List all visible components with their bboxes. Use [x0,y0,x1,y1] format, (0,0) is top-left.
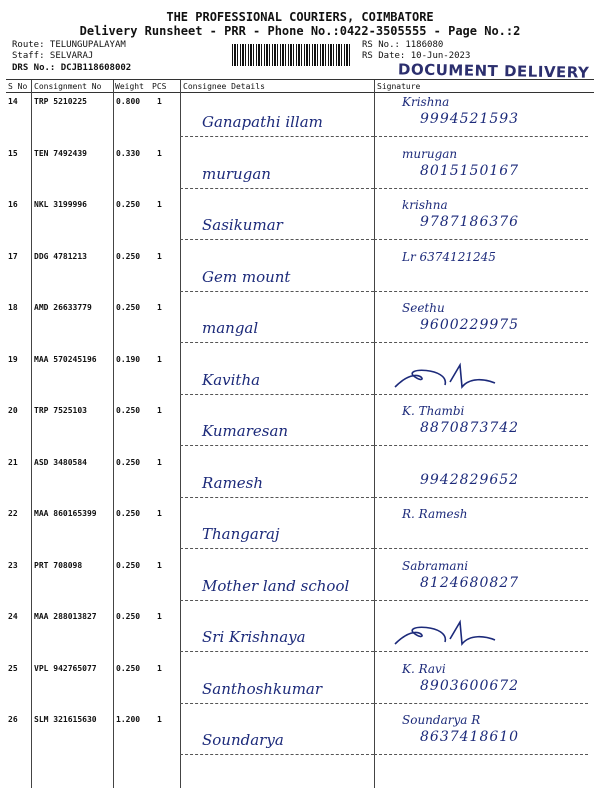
row-pcs: 1 [157,303,162,312]
row-sno: 18 [8,303,18,312]
row-consignment-no: MAA 570245196 [34,354,97,364]
row-sno: 15 [8,148,18,158]
table-row [0,454,600,504]
barcode-image [232,44,350,66]
row-consignment-no: TRP 5210225 [34,97,87,106]
signature-phone: 8870873742 [420,420,520,436]
row-sno: 14 [8,97,18,106]
row-consignment-no: ASD 3480584 [34,457,87,467]
row-weight: 0.250 [116,303,141,312]
consignee-handwritten: Sasikumar [202,216,283,234]
row-weight: 0.250 [116,200,141,209]
row-separator [180,497,374,498]
table-row [0,711,600,761]
row-weight: 0.800 [116,97,141,106]
consignee-handwritten: Kumaresan [202,422,289,440]
row-separator [374,394,588,395]
table-row [0,351,600,401]
row-separator [374,342,588,343]
row-weight: 0.250 [116,560,141,570]
row-separator [180,239,374,240]
col-header-signature: Signature [377,82,421,91]
row-sno: 17 [8,251,18,261]
row-separator [180,445,374,446]
signature-handwritten: R. Ramesh [402,507,468,521]
row-weight: 0.250 [116,509,141,518]
table-row [0,196,600,246]
row-separator [180,600,374,601]
row-pcs: 1 [157,560,162,570]
route-label: Route: TELUNGUPALAYAM [12,40,126,50]
row-consignment-no: TRP 7525103 [34,406,87,415]
company-title: THE PROFESSIONAL COURIERS, COIMBATORE [166,10,434,24]
row-pcs: 1 [157,251,162,261]
row-consignment-no: PRT 708098 [34,560,83,570]
row-separator [374,497,588,498]
row-weight: 0.250 [116,251,141,261]
row-weight: 0.190 [116,354,141,364]
consignee-handwritten: Soundarya [202,731,284,749]
row-separator [180,394,374,395]
row-separator [374,291,588,292]
consignee-handwritten: Santhoshkumar [202,679,323,698]
signature-handwritten: Lr 6374121245 [402,249,496,264]
signature-phone: 8903600672 [420,677,520,694]
signature-handwritten: Seethu [402,301,445,315]
row-weight: 0.330 [116,148,141,158]
consignee-handwritten: Ganapathi illam [202,113,323,131]
row-sno: 24 [8,612,18,621]
runsheet-subtitle: Delivery Runsheet - PRR - Phone No.:0422-3505555 - Page No.:2 [79,24,521,38]
row-weight: 0.250 [116,406,141,415]
consignee-handwritten: Gem mount [202,267,291,286]
row-sno: 20 [8,406,18,415]
row-pcs: 1 [157,509,162,518]
row-pcs: 1 [157,97,162,106]
row-consignment-no: MAA 288013827 [34,612,97,621]
staff-label: Staff: SELVARAJ [12,51,94,61]
row-separator [374,703,588,704]
consignee-handwritten: Ramesh [202,473,264,492]
consignee-handwritten: murugan [202,164,271,183]
row-separator [374,445,588,446]
rs-date: RS Date: 10-Jun-2023 [362,51,471,61]
signature-handwritten: Soundarya R [402,713,481,727]
signature-phone: 9600229975 [420,317,520,333]
row-separator [180,291,374,292]
row-pcs: 1 [157,354,162,364]
row-pcs: 1 [157,457,162,467]
consignee-handwritten: Mother land school [202,576,350,595]
signature-handwritten: Sabramani [402,558,469,573]
row-pcs: 1 [157,663,162,673]
row-weight: 0.250 [116,457,141,467]
consignee-handwritten: Thangaraj [202,525,280,543]
row-sno: 26 [8,715,18,724]
signature-handwritten: murugan [402,146,458,161]
row-consignment-no: TEN 7492439 [34,148,87,158]
rs-number: RS No.: 1186080 [362,40,444,50]
signature-phone: 9942829652 [420,471,520,488]
col-header-consignment: Consignment No [34,82,102,91]
row-separator [180,703,374,704]
row-sno: 16 [8,200,18,209]
signature-phone: 8124680827 [420,574,520,591]
row-separator [374,754,588,755]
signature-phone: 8637418610 [420,729,520,745]
table-row [0,248,600,298]
row-weight: 0.250 [116,663,141,673]
row-separator [180,136,374,137]
row-separator [374,188,588,189]
row-consignment-no: NKL 3199996 [34,200,87,209]
row-pcs: 1 [157,715,162,724]
table-row [0,145,600,195]
signature-handwritten: Krishna [402,95,450,109]
table-row [0,660,600,710]
row-separator [374,239,588,240]
row-consignment-no: SLM 321615630 [34,715,97,724]
signature-handwritten: K. Thambi [402,404,465,418]
row-pcs: 1 [157,406,162,415]
signature-handwritten: K. Ravi [402,661,446,676]
row-pcs: 1 [157,612,162,621]
table-row [0,557,600,607]
table-row [0,402,600,452]
table-row [0,93,600,143]
row-sno: 23 [8,560,18,570]
row-consignment-no: VPL 942765077 [34,663,97,673]
col-header-sno: S No [8,82,28,91]
signature-handwritten: krishna [402,198,448,212]
col-header-weight: Weight [115,82,144,91]
row-pcs: 1 [157,148,162,158]
table-row [0,505,600,555]
row-separator [180,188,374,189]
row-weight: 1.200 [116,715,141,724]
row-separator [374,136,588,137]
row-consignment-no: MAA 860165399 [34,509,97,518]
row-sno: 21 [8,457,18,467]
row-consignment-no: DDG 4781213 [34,251,87,261]
consignee-handwritten: Kavitha [202,370,261,389]
row-weight: 0.250 [116,612,141,621]
row-sno: 25 [8,663,18,673]
drs-number: DRS No.: DCJB118608002 [12,63,132,73]
row-separator [374,548,588,549]
row-separator [180,651,374,652]
table-top-border [6,79,594,80]
col-header-pcs: PCS [152,82,167,91]
row-pcs: 1 [157,200,162,209]
table-row [0,299,600,349]
row-separator [180,754,374,755]
row-separator [374,600,588,601]
document-delivery-stamp: DOCUMENT DELIVERY [397,60,590,82]
consignee-handwritten: Sri Krishnaya [202,628,306,646]
row-separator [180,548,374,549]
row-separator [374,651,588,652]
signature-phone: 9787186376 [420,214,520,230]
row-consignment-no: AMD 26633779 [34,303,92,312]
signature-phone: 9994521593 [420,111,520,127]
signature-scribble [390,614,500,650]
row-sno: 22 [8,509,18,518]
col-header-consignee: Consignee Details [183,82,265,91]
signature-phone: 8015150167 [420,162,520,179]
consignee-handwritten: mangal [202,319,259,337]
signature-scribble [390,357,500,393]
row-separator [180,342,374,343]
table-row [0,608,600,658]
row-sno: 19 [8,354,18,364]
